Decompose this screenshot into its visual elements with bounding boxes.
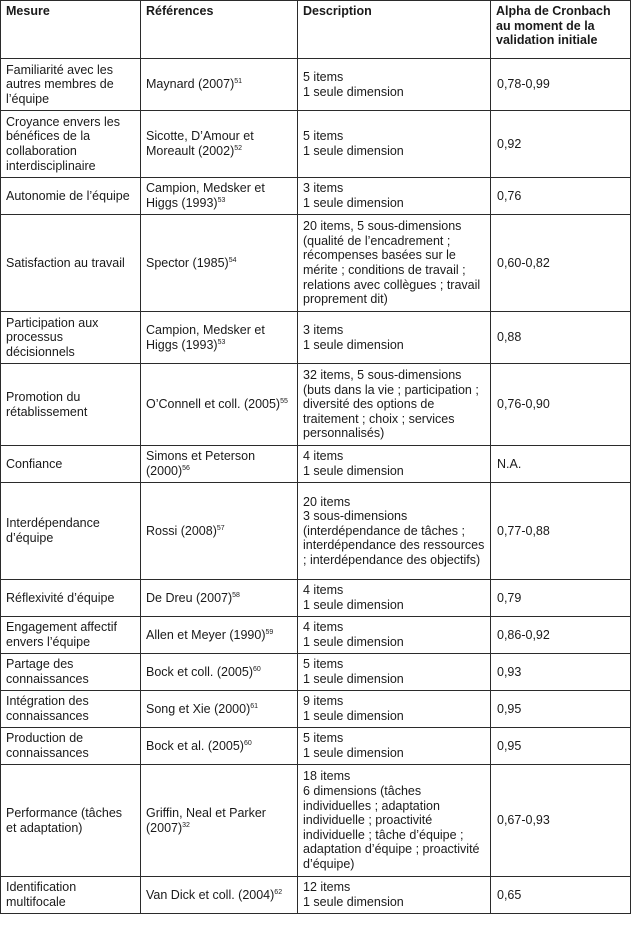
header-description: Description [298,1,491,59]
cell-reference [141,364,298,446]
table-row [1,215,631,312]
cell-reference [141,446,298,483]
table-row [1,59,631,111]
table-row [1,877,631,914]
cell-description: 9 items 1 seule dimension [298,691,491,728]
cell-alpha: 0,65 [491,877,631,914]
reference-text: Campion, Medsker et Higgs (1993) [146,181,265,210]
reference-text: Spector (1985) [146,255,229,270]
cell-measure: Interdépendance d’équipe [1,483,141,580]
cell-description: 20 items 3 sous-dimensions (interdépendance de tâches ; interdépendance des ressources ; interdépendance des objectifs) [298,483,491,580]
cell-description: 4 items 1 seule dimension [298,580,491,617]
table-row [1,483,631,580]
reference-text: De Dreu (2007) [146,590,233,605]
cell-alpha: 0,95 [491,728,631,765]
reference-text: Campion, Medsker et Higgs (1993) [146,322,265,352]
reference-note: 55 [280,398,288,406]
cell-reference [141,765,298,877]
reference-note: 61 [250,702,259,710]
cell-description: 3 items 1 seule dimension [298,178,491,215]
cell-description: 32 items, 5 sous-dimensions (buts dans la vie ; participation ; diversité des options de traitement ; choix ; services personnalisés) [298,364,491,446]
reference-text: Bock et al. (2005) [146,738,244,753]
cell-alpha: 0,95 [491,691,631,728]
cell-reference [141,728,298,765]
reference-note: 60 [253,665,261,673]
reference-text: Simons et Peterson (2000) [146,449,256,478]
reference-note: 59 [265,628,274,636]
reference-text: Griffin, Neal et Parker (2007) [146,805,266,835]
cell-measure: Familiarité avec les autres membres de l’équipe [1,59,141,111]
reference-text: Bock et coll. (2005) [146,664,253,679]
cell-description: 5 items 1 seule dimension [298,654,491,691]
cell-description: 5 items 1 seule dimension [298,59,491,111]
reference-note: 53 [217,196,226,204]
cell-measure: Production de connaissances [1,728,141,765]
reference-note: 62 [274,888,283,896]
reference-note: 51 [234,78,243,86]
header-alpha: Alpha de Cronbach au moment de la validation initiale [491,1,631,59]
cell-reference [141,215,298,312]
header-row [1,1,631,59]
cell-description: 12 items 1 seule dimension [298,877,491,914]
cell-alpha: N.A. [491,446,631,483]
table-row [1,580,631,617]
cell-reference [141,59,298,111]
cell-reference [141,178,298,215]
cell-alpha: 0,77-0,88 [491,483,631,580]
header-references: Références [141,1,298,59]
reference-note: 54 [228,256,237,264]
reference-note: 60 [243,739,252,747]
table-body [1,59,631,914]
header-measure: Mesure [1,1,141,59]
cell-alpha: 0,67-0,93 [491,765,631,877]
cell-alpha: 0,92 [491,111,631,178]
cell-description: 20 items, 5 sous-dimensions (qualité de l’encadrement ; récompenses basées sur le mérite ; conditions de travail ; relations avec collègues ; travail proprement dit) [298,215,491,312]
cell-measure: Satisfaction au travail [1,215,141,312]
table-row [1,617,631,654]
reference-text: Rossi (2008) [146,523,217,538]
cell-description: 3 items 1 seule dimension [298,312,491,364]
cell-reference [141,580,298,617]
reference-note: 53 [217,338,226,346]
reference-note: 52 [234,144,243,152]
cell-measure: Performance (tâches et adaptation) [1,765,141,877]
cell-description: 18 items 6 dimensions (tâches individuelles ; adaptation individuelle ; proactivité individuelle ; tâche d’équipe ; adaptation d’équipe ; proactivité d’équipe) [298,765,491,877]
table-row [1,446,631,483]
cell-reference [141,691,298,728]
cell-alpha: 0,79 [491,580,631,617]
reference-text: Van Dick et coll. (2004) [146,887,275,902]
cell-reference [141,483,298,580]
table-row [1,691,631,728]
cell-alpha: 0,93 [491,654,631,691]
cell-alpha: 0,88 [491,312,631,364]
cell-description: 5 items 1 seule dimension [298,111,491,178]
table-row [1,312,631,364]
table-row [1,178,631,215]
cell-reference [141,654,298,691]
table-row [1,654,631,691]
reference-text: Song et Xie (2000) [146,701,251,716]
cell-measure: Intégration des connaissances [1,691,141,728]
cell-reference [141,111,298,178]
table-row [1,364,631,446]
cell-measure: Croyance envers les bénéfices de la collaboration interdisciplinaire [1,111,141,178]
reference-note: 57 [216,524,225,532]
cell-description: 4 items 1 seule dimension [298,617,491,654]
cell-alpha: 0,78-0,99 [491,59,631,111]
cell-reference [141,877,298,914]
cell-measure: Promotion du rétablissement [1,364,141,446]
reference-text: Maynard (2007) [146,77,235,92]
cell-measure: Engagement affectif envers l’équipe [1,617,141,654]
reference-text: O’Connell et coll. (2005) [146,397,281,412]
table-row [1,111,631,178]
cell-alpha: 0,76-0,90 [491,364,631,446]
table-row [1,728,631,765]
cell-description: 4 items 1 seule dimension [298,446,491,483]
cell-measure: Réflexivité d’équipe [1,580,141,617]
cell-description: 5 items 1 seule dimension [298,728,491,765]
cell-reference [141,312,298,364]
cell-alpha: 0,60-0,82 [491,215,631,312]
reference-text: Sicotte, D’Amour et Moreault (2002) [146,129,254,158]
cell-measure: Autonomie de l’équipe [1,178,141,215]
table-row [1,765,631,877]
reference-text: Allen et Meyer (1990) [146,627,266,642]
cell-alpha: 0,76 [491,178,631,215]
reference-note: 56 [182,464,190,472]
reference-note: 32 [182,821,190,829]
cell-alpha: 0,86-0,92 [491,617,631,654]
cell-reference [141,617,298,654]
cell-measure: Participation aux processus décisionnels [1,312,141,364]
reference-note: 58 [232,591,240,599]
cell-measure: Confiance [1,446,141,483]
cell-measure: Identification multifocale [1,877,141,914]
cell-measure: Partage des connaissances [1,654,141,691]
